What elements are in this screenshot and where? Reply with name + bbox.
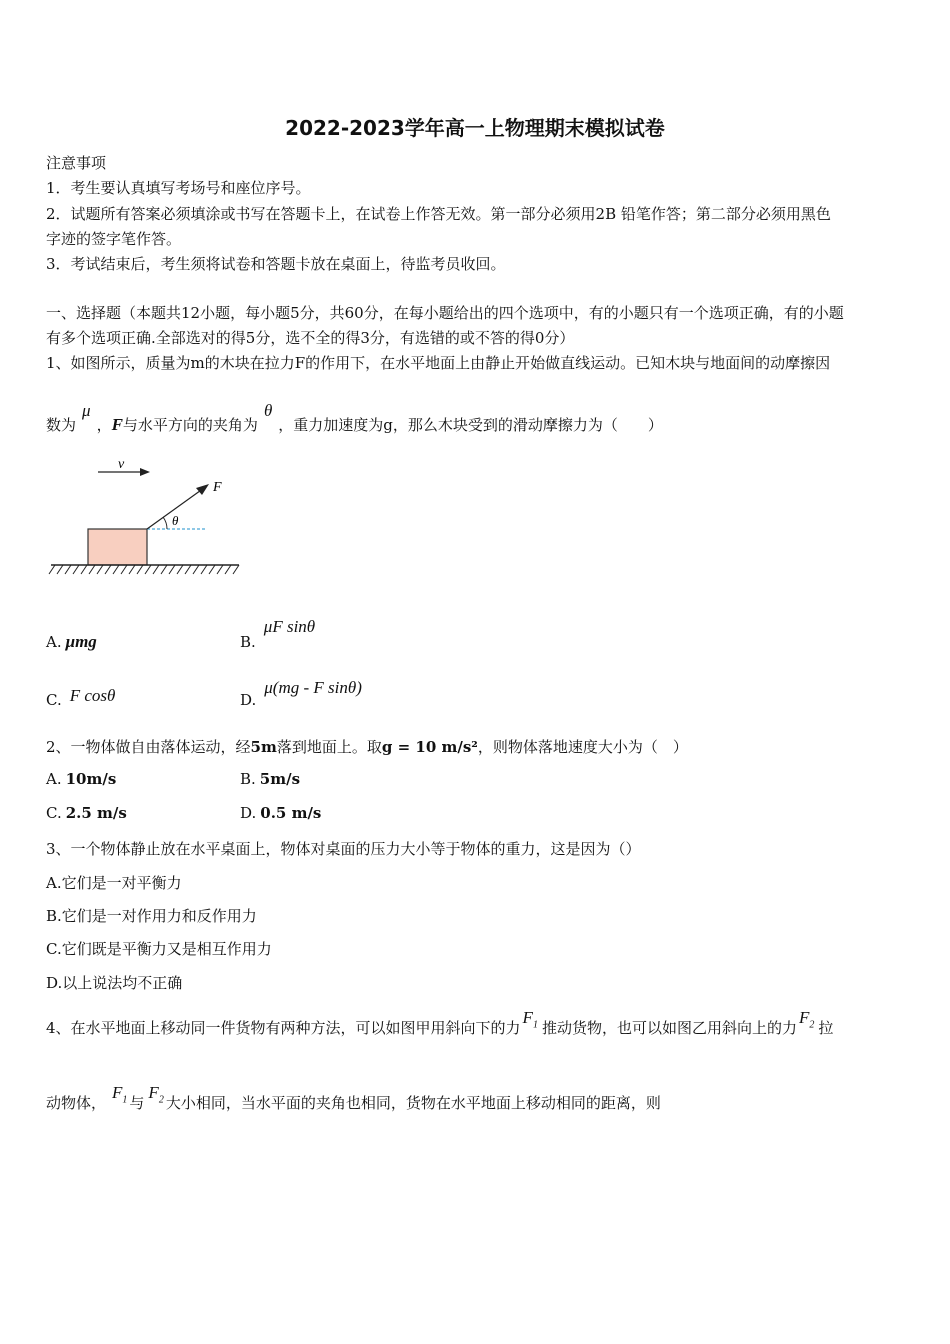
q3-option-d[interactable]: D.以上说法均不正确 [46,974,183,992]
theta-symbol: θ [263,401,273,420]
notice-item: 字迹的签字笔作答。 [46,230,182,248]
block [88,529,147,565]
q2-gravity-value: g = 10 m/s² [381,738,478,756]
q2-option-a[interactable] [46,770,116,788]
option-value: 5m/s [259,770,301,788]
notice-item: 2．试题所有答案必须填涂或书写在答题卡上，在试卷上作答无效。第一部分必须用2B 铅笔作答；第二部分必须用黑色 [46,205,831,223]
f2-letter: F [798,1008,810,1027]
mu-symbol: μ [82,401,91,420]
q2-option-d[interactable] [240,804,321,822]
q4-stem-line2 [46,1083,661,1115]
q1-option-d[interactable] [240,678,362,710]
f1-symbol [112,1083,128,1106]
f1-subscript: 1 [122,1094,128,1106]
option-value: F cosθ [69,686,116,705]
notice-item: 3．考试结束后，考生须将试卷和答题卡放在桌面上，待监考员收回。 [46,255,506,273]
q2-distance: 5m [250,738,277,756]
option-value: μF sinθ [263,617,316,636]
q1-text: 数为 [46,416,77,434]
q1-text: 与水平方向的夹角为 [122,416,258,434]
q2-option-b[interactable] [240,770,300,788]
option-label: B. [240,633,256,651]
q2-text: 落到地面上。取 [276,738,382,756]
option-label: D. [240,804,257,822]
notice-item: 1．考生要认真填写考场号和座位序号。 [46,179,311,197]
f2-symbol [148,1083,164,1106]
option-label: A. [46,633,62,651]
option-value: 2.5 m/s [65,804,127,822]
notice-heading: 注意事项 [46,154,107,172]
q1-option-a[interactable] [46,632,97,652]
q3-option-c[interactable]: C.它们既是平衡力又是相互作用力 [46,940,272,958]
q1-text: ， [96,416,112,434]
q4-stem-line1 [46,1008,834,1040]
q2-text: 2、一物体做自由落体运动，经 [46,738,251,756]
option-label: C. [46,691,62,709]
option-value: μ(mg - F sinθ) [264,678,362,697]
q1-stem-line2 [46,401,663,435]
q1-figure [46,450,246,580]
option-label: D. [240,691,257,709]
f1-letter: F [112,1083,123,1102]
q3-option-b[interactable]: B.它们是一对作用力和反作用力 [46,907,257,925]
q4-text: 拉 [818,1019,834,1037]
option-value: 10m/s [65,770,117,788]
q4-text: 4、在水平地面上移动同一件货物有两种方法，可以如图甲用斜向下的力 [46,1019,521,1037]
angle-label: θ [172,513,179,528]
velocity-label: v [118,457,125,472]
q4-text: 大小相同，当水平面的夹角也相同，货物在水平地面上移动相同的距离，则 [165,1094,661,1112]
f2-subscript: 2 [809,1019,815,1031]
q1-stem-line1: 1、如图所示，质量为m的木块在拉力F的作用下，在水平地面上由静止开始做直线运动。已知木块与地面间的动摩擦因 [46,354,831,372]
section-heading: 一、选择题（本题共12小题，每小题5分，共60分，在每小题给出的四个选项中，有的小题只有一个选项正确，有的小题 [46,304,844,322]
q2-stem [46,736,688,757]
f1-symbol [522,1008,538,1031]
q1-option-b[interactable] [240,617,316,652]
force-symbol: F [111,415,123,434]
q3-option-a[interactable]: A.它们是一对平衡力 [46,874,182,892]
f2-symbol [798,1008,815,1031]
f1-letter: F [522,1008,533,1027]
force-arrowhead [196,484,209,495]
velocity-arrowhead [140,468,150,476]
q1-option-c[interactable] [46,686,116,710]
page-title: 2022-2023学年高一上物理期末模拟试卷 [285,116,665,140]
q4-text: 动物体， [46,1094,107,1112]
q4-text: 与 [129,1094,145,1112]
angle-arc [163,517,167,529]
q3-stem: 3、一个物体静止放在水平桌面上，物体对桌面的压力大小等于物体的重力，这是因为（） [46,840,641,858]
section-heading-cont: 有多个选项正确.全部选对的得5分，选不全的得3分，有选错的或不答的得0分） [46,329,575,347]
ground-hatching [49,565,239,574]
option-value: 0.5 m/s [260,804,322,822]
q2-option-c[interactable] [46,804,127,822]
option-label: C. [46,804,62,822]
f2-subscript: 2 [158,1094,164,1106]
f2-letter: F [148,1083,159,1102]
q1-text: ，重力加速度为g，那么木块受到的滑动摩擦力为（ ） [278,416,663,434]
option-label: B. [240,770,256,788]
option-value: μmg [65,632,97,651]
q2-text: ，则物体落地速度大小为（ ） [477,738,688,756]
option-label: A. [46,770,62,788]
q4-text: 推动货物，也可以如图乙用斜向上的力 [541,1019,797,1037]
force-label: F [213,480,222,495]
f1-subscript: 1 [532,1019,538,1031]
